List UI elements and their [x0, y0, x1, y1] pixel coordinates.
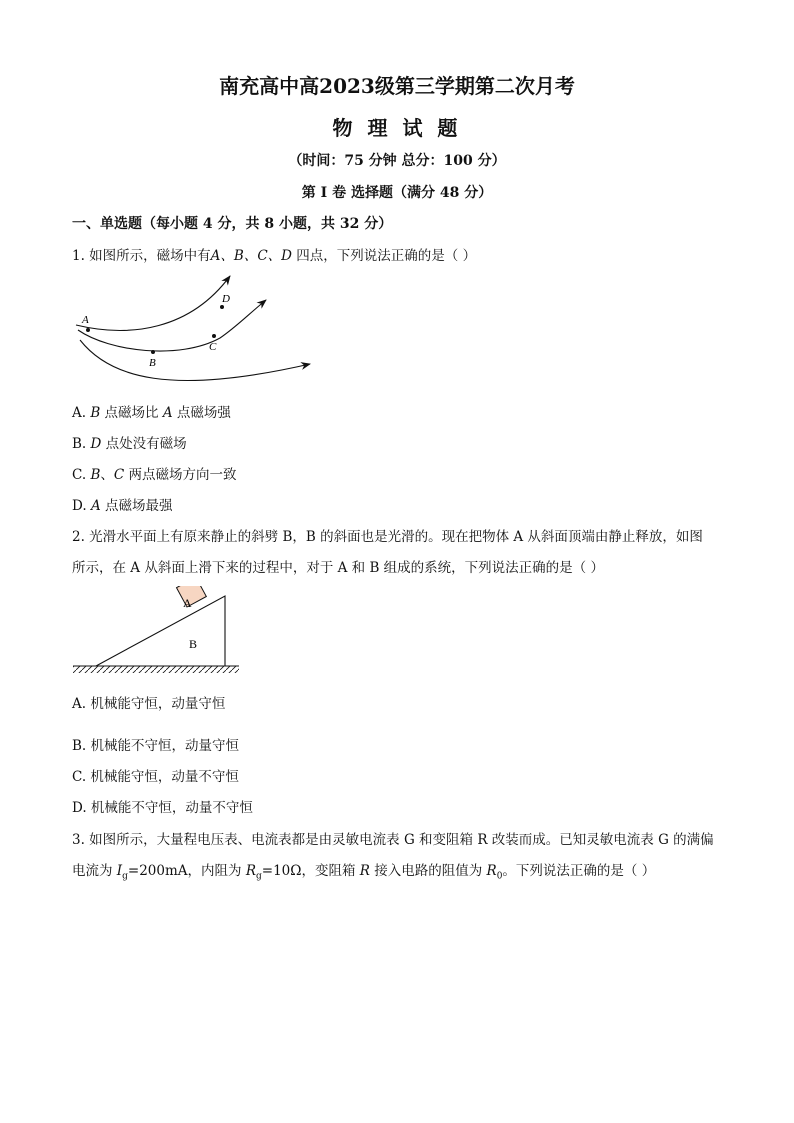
exam-title: 南充高中高2023级第三学期第二次月考 [219, 74, 575, 98]
field-line-top [76, 276, 230, 330]
section-title: 一、单选题（每小题 4 分，共 8 小题，共 32 分） [72, 216, 393, 232]
q2-option-c[interactable]: C. 机械能守恒，动量不守恒 [72, 769, 239, 785]
subject-title: 物 理 试 题 [332, 116, 462, 140]
wedge-b-label: B [189, 637, 198, 651]
wedge-b [96, 596, 225, 666]
label-d: D [222, 293, 230, 305]
point-a [86, 328, 90, 332]
q1-option-d[interactable]: D. A 点磁场最强 [72, 498, 173, 514]
incline-figure [70, 586, 242, 678]
point-b [151, 350, 155, 354]
question-1-stem: 1. 如图所示，磁场中有A、B、C、D 四点，下列说法正确的是（ ） [72, 248, 477, 264]
label-b: B [149, 357, 156, 369]
q1-option-c[interactable]: C. B、C 两点磁场方向一致 [72, 467, 237, 483]
part-title: 第 I 卷 选择题（满分 48 分） [301, 185, 493, 201]
magnetic-field-figure [70, 268, 320, 394]
question-3-line-1: 3. 如图所示，大量程电压表、电流表都是由灵敏电流表 G 和变阻箱 R 改装而成。已知灵敏电流表 G 的满偏 [72, 832, 714, 848]
block-a-label: A [183, 596, 192, 610]
point-d [220, 305, 224, 309]
q1-option-b[interactable]: B. D 点处没有磁场 [72, 436, 187, 452]
field-line-bottom [80, 340, 310, 381]
question-2-line-2: 所示，在 A 从斜面上滑下来的过程中，对于 A 和 B 组成的系统，下列说法正确的是（ ） [72, 560, 604, 576]
q2-option-b[interactable]: B. 机械能不守恒，动量守恒 [72, 738, 240, 754]
question-2-line-1: 2. 光滑水平面上有原来静止的斜劈 B，B 的斜面也是光滑的。现在把物体 A 从斜面顶端由静止释放，如图 [72, 529, 703, 545]
time-info: （时间：75 分钟 总分：100 分） [288, 153, 506, 169]
q1-option-a[interactable]: A. B 点磁场比 A 点磁场强 [72, 405, 231, 421]
ground-hatch [73, 666, 239, 673]
q2-option-a[interactable]: A. 机械能守恒，动量守恒 [72, 696, 226, 712]
question-3-line-2: 电流为 $I_g=200mA$，内阻为 $R_g=10\Omega$，变阻箱 R 接入电路的阻值为 $R_0$。下列说法正确的是（ ） [72, 863, 656, 882]
field-line-middle [78, 300, 266, 351]
point-c [212, 334, 216, 338]
label-c: C [209, 341, 217, 353]
label-a: A [82, 314, 89, 326]
q2-option-d[interactable]: D. 机械能不守恒，动量不守恒 [72, 800, 253, 816]
